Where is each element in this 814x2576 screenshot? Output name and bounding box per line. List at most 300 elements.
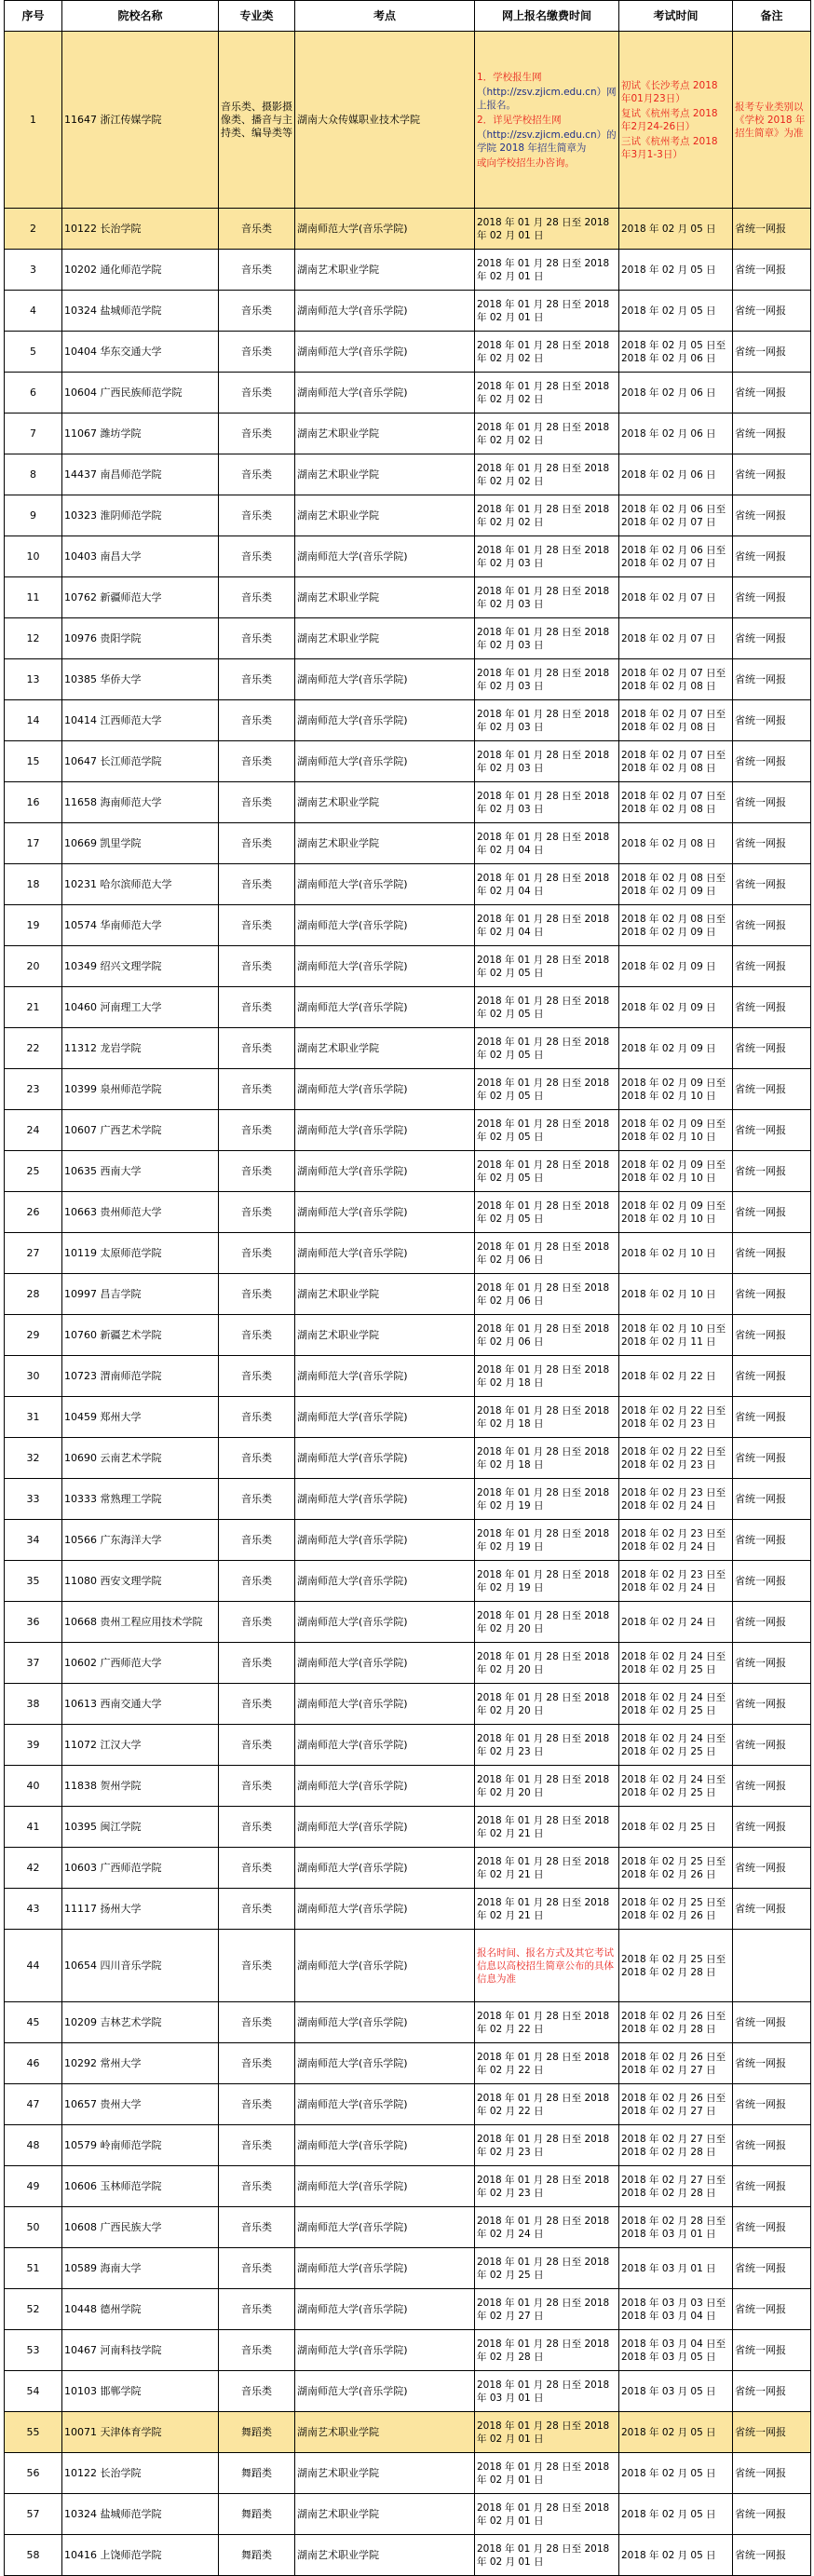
cell-site: 湖南艺术职业学院 xyxy=(295,577,475,618)
cell-school: 10654 四川音乐学院 xyxy=(62,1930,219,2002)
cell-seq: 39 xyxy=(5,1725,62,1766)
cell-school: 10467 河南科技学院 xyxy=(62,2330,219,2371)
cell-site: 湖南艺术职业学院 xyxy=(295,495,475,536)
cell-note: 省统一网报 xyxy=(733,577,811,618)
cell-site: 湖南师范大学(音乐学院) xyxy=(295,987,475,1028)
cell-school: 10385 华侨大学 xyxy=(62,659,219,700)
cell-registration: 2018 年 01 月 28 日至 2018 年 02 月 01 日 xyxy=(475,291,619,332)
cell-note: 省统一网报 xyxy=(733,495,811,536)
cell-note xyxy=(733,1930,811,2002)
cell-school: 10414 江西师范大学 xyxy=(62,700,219,741)
cell-registration: 2018 年 01 月 28 日至 2018 年 02 月 03 日 xyxy=(475,577,619,618)
cell-school: 10404 华东交通大学 xyxy=(62,332,219,373)
cell-major: 音乐类 xyxy=(219,618,295,659)
cell-registration: 2018 年 01 月 28 日至 2018 年 02 月 06 日 xyxy=(475,1315,619,1356)
cell-major: 音乐类 xyxy=(219,2207,295,2248)
header-major: 专业类 xyxy=(219,1,295,32)
cell-major: 音乐类 xyxy=(219,1151,295,1192)
cell-registration: 2018 年 01 月 28 日至 2018 年 02 月 19 日 xyxy=(475,1520,619,1561)
cell-site: 湖南师范大学(音乐学院) xyxy=(295,864,475,905)
cell-major: 音乐类 xyxy=(219,1766,295,1807)
cell-exam-time: 2018 年 03 月 05 日 xyxy=(619,2371,733,2412)
cell-seq: 13 xyxy=(5,659,62,700)
table-row xyxy=(5,864,811,905)
cell-exam-time: 2018 年 02 月 06 日 xyxy=(619,414,733,454)
cell-school: 14437 南昌师范学院 xyxy=(62,454,219,495)
header-school: 院校名称 xyxy=(62,1,219,32)
cell-site: 湖南师范大学(音乐学院) xyxy=(295,1397,475,1438)
cell-major: 音乐类 xyxy=(219,1110,295,1151)
cell-note: 省统一网报 xyxy=(733,1561,811,1602)
table-row xyxy=(5,1192,811,1233)
cell-note: 省统一网报 xyxy=(733,823,811,864)
cell-note: 省统一网报 xyxy=(733,1274,811,1315)
cell-major: 音乐类 xyxy=(219,495,295,536)
cell-exam-time: 2018 年 02 月 07 日 xyxy=(619,618,733,659)
cell-site: 湖南师范大学(音乐学院) xyxy=(295,2084,475,2125)
table-row xyxy=(5,1561,811,1602)
cell-site: 湖南师范大学(音乐学院) xyxy=(295,659,475,700)
cell-site: 湖南师范大学(音乐学院) xyxy=(295,1192,475,1233)
table-row xyxy=(5,1725,811,1766)
table-body xyxy=(5,32,811,2576)
reg-line-2[interactable]: （http://zsv.zjicm.edu.cn）网上报名。 xyxy=(477,86,617,111)
table-row xyxy=(5,1602,811,1643)
cell-major: 音乐类 xyxy=(219,332,295,373)
table-row xyxy=(5,2125,811,2166)
cell-seq: 17 xyxy=(5,823,62,864)
table-row xyxy=(5,1684,811,1725)
cell-registration: 2018 年 01 月 28 日至 2018 年 02 月 03 日 xyxy=(475,741,619,782)
cell-registration: 2018 年 01 月 28 日至 2018 年 03 月 01 日 xyxy=(475,2371,619,2412)
cell-school: 10416 上饶师范学院 xyxy=(62,2535,219,2576)
cell-seq: 24 xyxy=(5,1110,62,1151)
cell-school: 10292 常州大学 xyxy=(62,2043,219,2084)
cell-site: 湖南艺术职业学院 xyxy=(295,2494,475,2535)
table-row xyxy=(5,2535,811,2576)
cell-school: 11067 潍坊学院 xyxy=(62,414,219,454)
cell-major: 音乐类 xyxy=(219,1028,295,1069)
cell-school: 10349 绍兴文理学院 xyxy=(62,946,219,987)
cell-seq: 8 xyxy=(5,454,62,495)
cell-registration: 2018 年 01 月 28 日至 2018 年 02 月 04 日 xyxy=(475,823,619,864)
cell-seq: 58 xyxy=(5,2535,62,2576)
cell-note: 省统一网报 xyxy=(733,291,811,332)
cell-major: 音乐类 xyxy=(219,2289,295,2330)
cell-site: 湖南师范大学(音乐学院) xyxy=(295,946,475,987)
cell-note: 省统一网报 xyxy=(733,1397,811,1438)
cell-registration: 2018 年 01 月 28 日至 2018 年 02 月 28 日 xyxy=(475,2330,619,2371)
cell-school: 10647 长江师范学院 xyxy=(62,741,219,782)
cell-school: 10690 云南艺术学院 xyxy=(62,1438,219,1479)
cell-exam-time: 2018 年 02 月 25 日至 2018 年 02 月 26 日 xyxy=(619,1889,733,1930)
cell-registration: 2018 年 01 月 28 日至 2018 年 02 月 20 日 xyxy=(475,1684,619,1725)
cell-major: 音乐类 xyxy=(219,782,295,823)
cell-seq: 5 xyxy=(5,332,62,373)
cell-site: 湖南艺术职业学院 xyxy=(295,823,475,864)
cell-note: 省统一网报 xyxy=(733,1479,811,1520)
cell-seq: 52 xyxy=(5,2289,62,2330)
cell-exam-time: 2018 年 02 月 24 日至 2018 年 02 月 25 日 xyxy=(619,1684,733,1725)
cell-exam-time: 2018 年 02 月 28 日至 2018 年 03 月 01 日 xyxy=(619,2207,733,2248)
cell-major: 音乐类 xyxy=(219,2125,295,2166)
cell-major: 音乐类 xyxy=(219,1725,295,1766)
table-row xyxy=(5,1889,811,1930)
cell-school: 10762 新疆师范大学 xyxy=(62,577,219,618)
cell-registration: 2018 年 01 月 28 日至 2018 年 02 月 21 日 xyxy=(475,1807,619,1848)
exam-line-2: 复试《杭州考点 2018 年2月24-26日） xyxy=(621,107,718,132)
cell-exam-time: 2018 年 02 月 06 日 xyxy=(619,454,733,495)
cell-note: 省统一网报 xyxy=(733,2494,811,2535)
cell-registration: 2018 年 01 月 28 日至 2018 年 02 月 01 日 xyxy=(475,2535,619,2576)
cell-site: 湖南师范大学(音乐学院) xyxy=(295,1069,475,1110)
cell-school: 10333 常熟理工学院 xyxy=(62,1479,219,1520)
cell-site: 湖南师范大学(音乐学院) xyxy=(295,373,475,414)
cell-seq: 19 xyxy=(5,905,62,946)
cell-note: 省统一网报 xyxy=(733,2084,811,2125)
cell-major: 音乐类 xyxy=(219,659,295,700)
table-row xyxy=(5,209,811,250)
cell-seq: 20 xyxy=(5,946,62,987)
cell-school: 11838 贺州学院 xyxy=(62,1766,219,1807)
cell-seq: 10 xyxy=(5,536,62,577)
cell-seq: 15 xyxy=(5,741,62,782)
table-row xyxy=(5,782,811,823)
cell-exam-time: 2018 年 02 月 07 日至 2018 年 02 月 08 日 xyxy=(619,741,733,782)
cell-exam-time: 2018 年 02 月 22 日 xyxy=(619,1356,733,1397)
cell-seq: 56 xyxy=(5,2453,62,2494)
cell-registration: 2018 年 01 月 28 日至 2018 年 02 月 06 日 xyxy=(475,1233,619,1274)
cell-registration: 2018 年 01 月 28 日至 2018 年 02 月 04 日 xyxy=(475,905,619,946)
cell-exam-time: 2018 年 02 月 09 日至 2018 年 02 月 10 日 xyxy=(619,1110,733,1151)
cell-exam-time: 2018 年 02 月 22 日至 2018 年 02 月 23 日 xyxy=(619,1438,733,1479)
cell-note: 省统一网报 xyxy=(733,1356,811,1397)
cell-school: 10606 玉林师范学院 xyxy=(62,2166,219,2207)
cell-registration: 2018 年 01 月 28 日至 2018 年 02 月 18 日 xyxy=(475,1438,619,1479)
cell-major: 舞蹈类 xyxy=(219,2494,295,2535)
table-row xyxy=(5,2166,811,2207)
cell-exam-time: 2018 年 02 月 09 日至 2018 年 02 月 10 日 xyxy=(619,1151,733,1192)
cell-note: 省统一网报 xyxy=(733,2166,811,2207)
cell-site: 湖南师范大学(音乐学院) xyxy=(295,209,475,250)
cell-seq: 57 xyxy=(5,2494,62,2535)
cell-seq: 42 xyxy=(5,1848,62,1889)
cell-school: 10403 南昌大学 xyxy=(62,536,219,577)
cell-exam-time: 2018 年 02 月 23 日至 2018 年 02 月 24 日 xyxy=(619,1520,733,1561)
cell-major: 音乐类 xyxy=(219,1643,295,1684)
table-row xyxy=(5,577,811,618)
cell-school: 10663 贵州师范大学 xyxy=(62,1192,219,1233)
cell-registration: 2018 年 01 月 28 日至 2018 年 02 月 19 日 xyxy=(475,1561,619,1602)
cell-seq: 27 xyxy=(5,1233,62,1274)
cell-note: 省统一网报 xyxy=(733,2207,811,2248)
cell-school: 10997 昌吉学院 xyxy=(62,1274,219,1315)
table-row xyxy=(5,1028,811,1069)
table-row xyxy=(5,536,811,577)
table-row xyxy=(5,905,811,946)
cell-site: 湖南大众传媒职业技术学院 xyxy=(295,32,475,209)
cell-site: 湖南师范大学(音乐学院) xyxy=(295,2002,475,2043)
cell-major: 音乐类 xyxy=(219,1930,295,2002)
cell-note: 省统一网报 xyxy=(733,536,811,577)
cell-school: 10122 长治学院 xyxy=(62,209,219,250)
cell-note: 省统一网报 xyxy=(733,2125,811,2166)
cell-note: 省统一网报 xyxy=(733,905,811,946)
cell-registration: 2018 年 01 月 28 日至 2018 年 02 月 05 日 xyxy=(475,1151,619,1192)
cell-site: 湖南师范大学(音乐学院) xyxy=(295,2330,475,2371)
cell-site: 湖南师范大学(音乐学院) xyxy=(295,2166,475,2207)
cell-seq: 38 xyxy=(5,1684,62,1725)
cell-major: 音乐类 xyxy=(219,1397,295,1438)
cell-exam-time: 2018 年 02 月 05 日至 2018 年 02 月 06 日 xyxy=(619,332,733,373)
cell-major: 音乐类 xyxy=(219,823,295,864)
cell-registration: 2018 年 01 月 28 日至 2018 年 02 月 02 日 xyxy=(475,454,619,495)
cell-note: 省统一网报 xyxy=(733,414,811,454)
cell-school: 10399 泉州师范学院 xyxy=(62,1069,219,1110)
cell-exam-time: 2018 年 02 月 08 日 xyxy=(619,823,733,864)
exam-line-1: 初试《长沙考点 2018 年01月23日） xyxy=(621,79,718,104)
cell-school: 10607 广西艺术学院 xyxy=(62,1110,219,1151)
cell-note: 省统一网报 xyxy=(733,2289,811,2330)
cell-note: 省统一网报 xyxy=(733,2412,811,2453)
cell-registration: 2018 年 01 月 28 日至 2018 年 02 月 24 日 xyxy=(475,2207,619,2248)
cell-seq: 50 xyxy=(5,2207,62,2248)
cell-major: 音乐类 xyxy=(219,1192,295,1233)
cell-note: 省统一网报 xyxy=(733,2330,811,2371)
cell-note: 省统一网报 xyxy=(733,659,811,700)
cell-site: 湖南艺术职业学院 xyxy=(295,1274,475,1315)
cell-major: 音乐类、摄影摄像类、播音与主持类、编导类等 xyxy=(219,32,295,209)
cell-registration: 2018 年 01 月 28 日至 2018 年 02 月 05 日 xyxy=(475,1110,619,1151)
cell-major: 音乐类 xyxy=(219,2084,295,2125)
cell-note: 省统一网报 xyxy=(733,373,811,414)
cell-seq: 4 xyxy=(5,291,62,332)
cell-note: 省统一网报 xyxy=(733,1151,811,1192)
table-row xyxy=(5,1274,811,1315)
cell-major: 音乐类 xyxy=(219,414,295,454)
header-site: 考点 xyxy=(295,1,475,32)
cell-seq: 25 xyxy=(5,1151,62,1192)
cell-registration: 2018 年 01 月 28 日至 2018 年 02 月 05 日 xyxy=(475,1069,619,1110)
cell-school: 10669 凯里学院 xyxy=(62,823,219,864)
cell-note: 省统一网报 xyxy=(733,1684,811,1725)
cell-registration: 2018 年 01 月 28 日至 2018 年 02 月 18 日 xyxy=(475,1397,619,1438)
cell-note: 省统一网报 xyxy=(733,864,811,905)
cell-registration: 2018 年 01 月 28 日至 2018 年 02 月 05 日 xyxy=(475,987,619,1028)
cell-registration: 2018 年 01 月 28 日至 2018 年 02 月 03 日 xyxy=(475,659,619,700)
cell-registration: 2018 年 01 月 28 日至 2018 年 02 月 03 日 xyxy=(475,782,619,823)
cell-school: 10566 广东海洋大学 xyxy=(62,1520,219,1561)
cell-registration: 2018 年 01 月 28 日至 2018 年 02 月 27 日 xyxy=(475,2289,619,2330)
cell-school: 11117 扬州大学 xyxy=(62,1889,219,1930)
table-row xyxy=(5,2494,811,2535)
cell-note: 省统一网报 xyxy=(733,2535,811,2576)
cell-registration: 2018 年 01 月 28 日至 2018 年 02 月 02 日 xyxy=(475,495,619,536)
cell-exam-time: 2018 年 02 月 05 日 xyxy=(619,250,733,291)
table-row xyxy=(5,2084,811,2125)
cell-site: 湖南师范大学(音乐学院) xyxy=(295,2248,475,2289)
cell-seq: 29 xyxy=(5,1315,62,1356)
cell-seq: 55 xyxy=(5,2412,62,2453)
cell-site: 湖南艺术职业学院 xyxy=(295,250,475,291)
cell-seq: 26 xyxy=(5,1192,62,1233)
cell-seq: 45 xyxy=(5,2002,62,2043)
cell-site: 湖南师范大学(音乐学院) xyxy=(295,1233,475,1274)
reg-line-4[interactable]: （http://zsv.zjicm.edu.cn）的学院 2018 年招生简章为 xyxy=(477,129,617,154)
cell-note: 省统一网报 xyxy=(733,209,811,250)
schedule-page xyxy=(4,0,810,2576)
cell-exam-time: 2018 年 02 月 24 日 xyxy=(619,1602,733,1643)
cell-seq: 43 xyxy=(5,1889,62,1930)
cell-site: 湖南师范大学(音乐学院) xyxy=(295,291,475,332)
cell-note: 省统一网报 xyxy=(733,454,811,495)
table-row xyxy=(5,1643,811,1684)
cell-registration: 2018 年 01 月 28 日至 2018 年 02 月 25 日 xyxy=(475,2248,619,2289)
reg-line-5: 或向学校招生办咨询。 xyxy=(477,156,575,169)
cell-site: 湖南艺术职业学院 xyxy=(295,2453,475,2494)
cell-note: 省统一网报 xyxy=(733,2453,811,2494)
header-registration: 网上报名缴费时间 xyxy=(475,1,619,32)
cell-school: 10604 广西民族师范学院 xyxy=(62,373,219,414)
cell-exam-time: 2018 年 02 月 05 日 xyxy=(619,2494,733,2535)
cell-site: 湖南艺术职业学院 xyxy=(295,2535,475,2576)
cell-site: 湖南师范大学(音乐学院) xyxy=(295,2043,475,2084)
table-row xyxy=(5,1520,811,1561)
cell-note: 省统一网报 xyxy=(733,1602,811,1643)
cell-site: 湖南师范大学(音乐学院) xyxy=(295,1766,475,1807)
cell-exam-time: 2018 年 02 月 25 日至 2018 年 02 月 26 日 xyxy=(619,1848,733,1889)
cell-school: 10323 淮阴师范学院 xyxy=(62,495,219,536)
cell-school: 10122 长治学院 xyxy=(62,2453,219,2494)
table-row xyxy=(5,2453,811,2494)
cell-note: 省统一网报 xyxy=(733,2248,811,2289)
cell-seq: 47 xyxy=(5,2084,62,2125)
cell-exam-time: 2018 年 02 月 25 日至 2018 年 02 月 28 日 xyxy=(619,1930,733,2002)
cell-school: 10668 贵州工程应用技术学院 xyxy=(62,1602,219,1643)
table-row xyxy=(5,2371,811,2412)
cell-major: 音乐类 xyxy=(219,700,295,741)
cell-registration: 2018 年 01 月 28 日至 2018 年 02 月 01 日 xyxy=(475,2453,619,2494)
cell-exam-time: 2018 年 02 月 09 日至 2018 年 02 月 10 日 xyxy=(619,1069,733,1110)
cell-school: 10760 新疆艺术学院 xyxy=(62,1315,219,1356)
table-row xyxy=(5,946,811,987)
cell-exam-time: 2018 年 02 月 05 日 xyxy=(619,2535,733,2576)
cell-seq: 21 xyxy=(5,987,62,1028)
cell-major: 音乐类 xyxy=(219,1889,295,1930)
table-row xyxy=(5,1766,811,1807)
cell-note: 省统一网报 xyxy=(733,2002,811,2043)
cell-note: 省统一网报 xyxy=(733,1889,811,1930)
cell-registration: 2018 年 01 月 28 日至 2018 年 02 月 01 日 xyxy=(475,209,619,250)
cell-school: 11312 龙岩学院 xyxy=(62,1028,219,1069)
cell-seq: 9 xyxy=(5,495,62,536)
cell-site: 湖南师范大学(音乐学院) xyxy=(295,741,475,782)
cell-major: 音乐类 xyxy=(219,1848,295,1889)
cell-major: 音乐类 xyxy=(219,291,295,332)
cell-site: 湖南师范大学(音乐学院) xyxy=(295,1848,475,1889)
cell-exam-time: 2018 年 02 月 09 日 xyxy=(619,1028,733,1069)
table-row xyxy=(5,987,811,1028)
cell-site: 湖南师范大学(音乐学院) xyxy=(295,1889,475,1930)
cell-school: 10448 德州学院 xyxy=(62,2289,219,2330)
cell-site: 湖南师范大学(音乐学院) xyxy=(295,1520,475,1561)
cell-site: 湖南师范大学(音乐学院) xyxy=(295,536,475,577)
cell-major: 音乐类 xyxy=(219,250,295,291)
cell-major: 舞蹈类 xyxy=(219,2412,295,2453)
cell-site: 湖南艺术职业学院 xyxy=(295,454,475,495)
cell-site: 湖南师范大学(音乐学院) xyxy=(295,2125,475,2166)
cell-registration: 2018 年 01 月 28 日至 2018 年 02 月 01 日 xyxy=(475,250,619,291)
cell-note: 省统一网报 xyxy=(733,1315,811,1356)
cell-school: 10603 广西师范学院 xyxy=(62,1848,219,1889)
table-row xyxy=(5,741,811,782)
cell-seq: 1 xyxy=(5,32,62,209)
table-row xyxy=(5,1233,811,1274)
cell-registration: 2018 年 01 月 28 日至 2018 年 02 月 06 日 xyxy=(475,1274,619,1315)
cell-site: 湖南师范大学(音乐学院) xyxy=(295,700,475,741)
cell-note: 省统一网报 xyxy=(733,782,811,823)
cell-exam-time: 2018 年 02 月 24 日至 2018 年 02 月 25 日 xyxy=(619,1643,733,1684)
cell-school: 11647 浙江传媒学院 xyxy=(62,32,219,209)
cell-major: 音乐类 xyxy=(219,2166,295,2207)
cell-exam-time: 2018 年 03 月 01 日 xyxy=(619,2248,733,2289)
cell-registration: 2018 年 01 月 28 日至 2018 年 02 月 05 日 xyxy=(475,1192,619,1233)
cell-site: 湖南艺术职业学院 xyxy=(295,1315,475,1356)
cell-major: 音乐类 xyxy=(219,577,295,618)
cell-seq: 7 xyxy=(5,414,62,454)
cell-seq: 35 xyxy=(5,1561,62,1602)
cell-school: 10103 邯郸学院 xyxy=(62,2371,219,2412)
cell-major: 音乐类 xyxy=(219,987,295,1028)
cell-seq: 23 xyxy=(5,1069,62,1110)
cell-school: 10460 河南理工大学 xyxy=(62,987,219,1028)
cell-major: 音乐类 xyxy=(219,1274,295,1315)
cell-school: 10395 闽江学院 xyxy=(62,1807,219,1848)
cell-note: 报考专业类别以《学校 2018 年招生简章》为准 xyxy=(733,32,811,209)
cell-school: 10613 西南交通大学 xyxy=(62,1684,219,1725)
cell-seq: 53 xyxy=(5,2330,62,2371)
cell-exam-time: 2018 年 02 月 09 日 xyxy=(619,946,733,987)
cell-site: 湖南师范大学(音乐学院) xyxy=(295,2289,475,2330)
cell-exam-time: 2018 年 02 月 25 日 xyxy=(619,1807,733,1848)
cell-major: 音乐类 xyxy=(219,2248,295,2289)
table-row xyxy=(5,1807,811,1848)
cell-note: 省统一网报 xyxy=(733,1520,811,1561)
cell-school: 10723 渭南师范学院 xyxy=(62,1356,219,1397)
table-row xyxy=(5,1397,811,1438)
cell-exam-time: 2018 年 02 月 22 日至 2018 年 02 月 23 日 xyxy=(619,1397,733,1438)
cell-registration: 2018 年 01 月 28 日至 2018 年 02 月 02 日 xyxy=(475,414,619,454)
cell-seq: 48 xyxy=(5,2125,62,2166)
cell-site: 湖南师范大学(音乐学院) xyxy=(295,905,475,946)
cell-school: 10324 盐城师范学院 xyxy=(62,291,219,332)
table-row xyxy=(5,291,811,332)
cell-note: 省统一网报 xyxy=(733,1725,811,1766)
cell-registration: 2018 年 01 月 28 日至 2018 年 02 月 04 日 xyxy=(475,864,619,905)
cell-registration: 2018 年 01 月 28 日至 2018 年 02 月 23 日 xyxy=(475,1725,619,1766)
cell-site: 湖南艺术职业学院 xyxy=(295,414,475,454)
table-row xyxy=(5,1110,811,1151)
cell-major: 音乐类 xyxy=(219,1602,295,1643)
cell-site: 湖南师范大学(音乐学院) xyxy=(295,1643,475,1684)
cell-major: 音乐类 xyxy=(219,2371,295,2412)
cell-exam-time: 2018 年 02 月 24 日至 2018 年 02 月 25 日 xyxy=(619,1766,733,1807)
cell-site: 湖南师范大学(音乐学院) xyxy=(295,2207,475,2248)
cell-exam-time: 2018 年 02 月 23 日至 2018 年 02 月 24 日 xyxy=(619,1479,733,1520)
table-row xyxy=(5,250,811,291)
cell-major: 音乐类 xyxy=(219,1561,295,1602)
cell-site: 湖南艺术职业学院 xyxy=(295,1028,475,1069)
